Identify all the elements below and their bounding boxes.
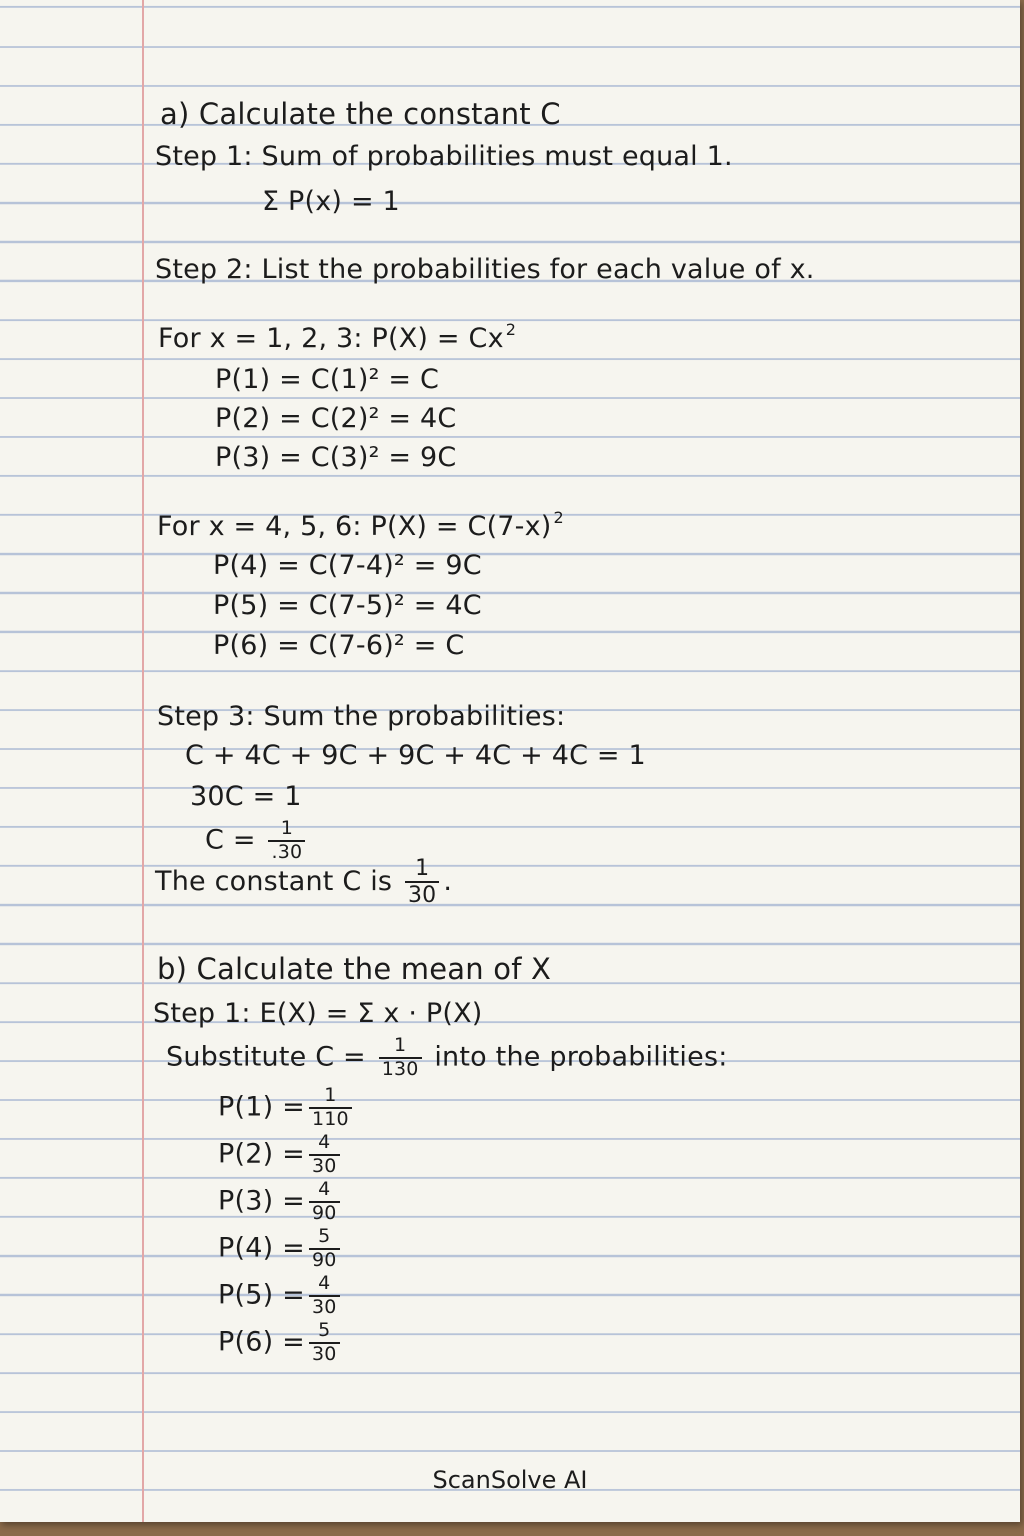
part-a-step1-equation: Σ P(x) = 1 — [262, 186, 400, 217]
conclusion-fraction: $\frac{1}{30}$ — [405, 856, 439, 909]
equation-30c: 30C = 1 — [190, 781, 302, 812]
substitute-line: Substitute C = $\frac{1}{130}$ into the probabilities: — [166, 1034, 728, 1080]
part-a-step1: Step 1: Sum of probabilities must equal 1. — [155, 141, 733, 172]
p1-substituted: P(1) = $\frac{1}{110}$ — [218, 1085, 356, 1131]
part-b-heading: b) Calculate the mean of X — [157, 952, 552, 986]
c-fraction: $\frac{1}{.30}$ — [268, 818, 305, 864]
part-a-step3: Step 3: Sum the probabilities: — [157, 701, 566, 732]
substitute-fraction: $\frac{1}{130}$ — [379, 1035, 422, 1081]
c-equals-fraction: C = $\frac{1}{.30}$ — [205, 818, 309, 864]
prob-line-5: P(5) = C(7-5)² = 4C — [213, 590, 482, 621]
p4-fraction: $\frac{5}{90}$ — [309, 1226, 340, 1272]
prob-line-1: P(1) = C(1)² = C — [215, 364, 440, 395]
p6-substituted: P(6) = $\frac{5}{30}$ — [218, 1320, 344, 1366]
group2-heading: For x = 4, 5, 6: P(X) = C(7-x) $^2$ — [157, 508, 564, 542]
part-a-conclusion: The constant C is $\frac{1}{30}$ . — [155, 856, 453, 909]
p2-substituted: P(2) = $\frac{4}{30}$ — [218, 1132, 344, 1178]
part-a-heading: a) Calculate the constant C — [160, 97, 561, 131]
part-b-step1: Step 1: E(X) = Σ x · P(X) — [153, 998, 483, 1029]
p4-substituted: P(4) = $\frac{5}{90}$ — [218, 1226, 344, 1272]
group1-heading: For x = 1, 2, 3: P(X) = Cx $^2$ — [158, 320, 517, 354]
p5-substituted: P(5) = $\frac{4}{30}$ — [218, 1273, 344, 1319]
prob-line-6: P(6) = C(7-6)² = C — [213, 630, 465, 661]
prob-line-2: P(2) = C(2)² = 4C — [215, 403, 457, 434]
p3-substituted: P(3) = $\frac{4}{90}$ — [218, 1179, 344, 1225]
prob-line-4: P(4) = C(7-4)² = 9C — [213, 550, 482, 581]
p6-fraction: $\frac{5}{30}$ — [309, 1320, 340, 1366]
sum-equation: C + 4C + 9C + 9C + 4C + 4C = 1 — [185, 740, 646, 771]
p5-fraction: $\frac{4}{30}$ — [309, 1273, 340, 1319]
part-a-step2: Step 2: List the probabilities for each value of x. — [155, 254, 815, 285]
prob-line-3: P(3) = C(3)² = 9C — [215, 442, 457, 473]
p3-fraction: $\frac{4}{90}$ — [309, 1179, 340, 1225]
p1-fraction: $\frac{1}{110}$ — [309, 1085, 352, 1131]
margin-line — [142, 0, 144, 1522]
p2-fraction: $\frac{4}{30}$ — [309, 1132, 340, 1178]
footer-watermark: ScanSolve AI — [432, 1466, 588, 1494]
